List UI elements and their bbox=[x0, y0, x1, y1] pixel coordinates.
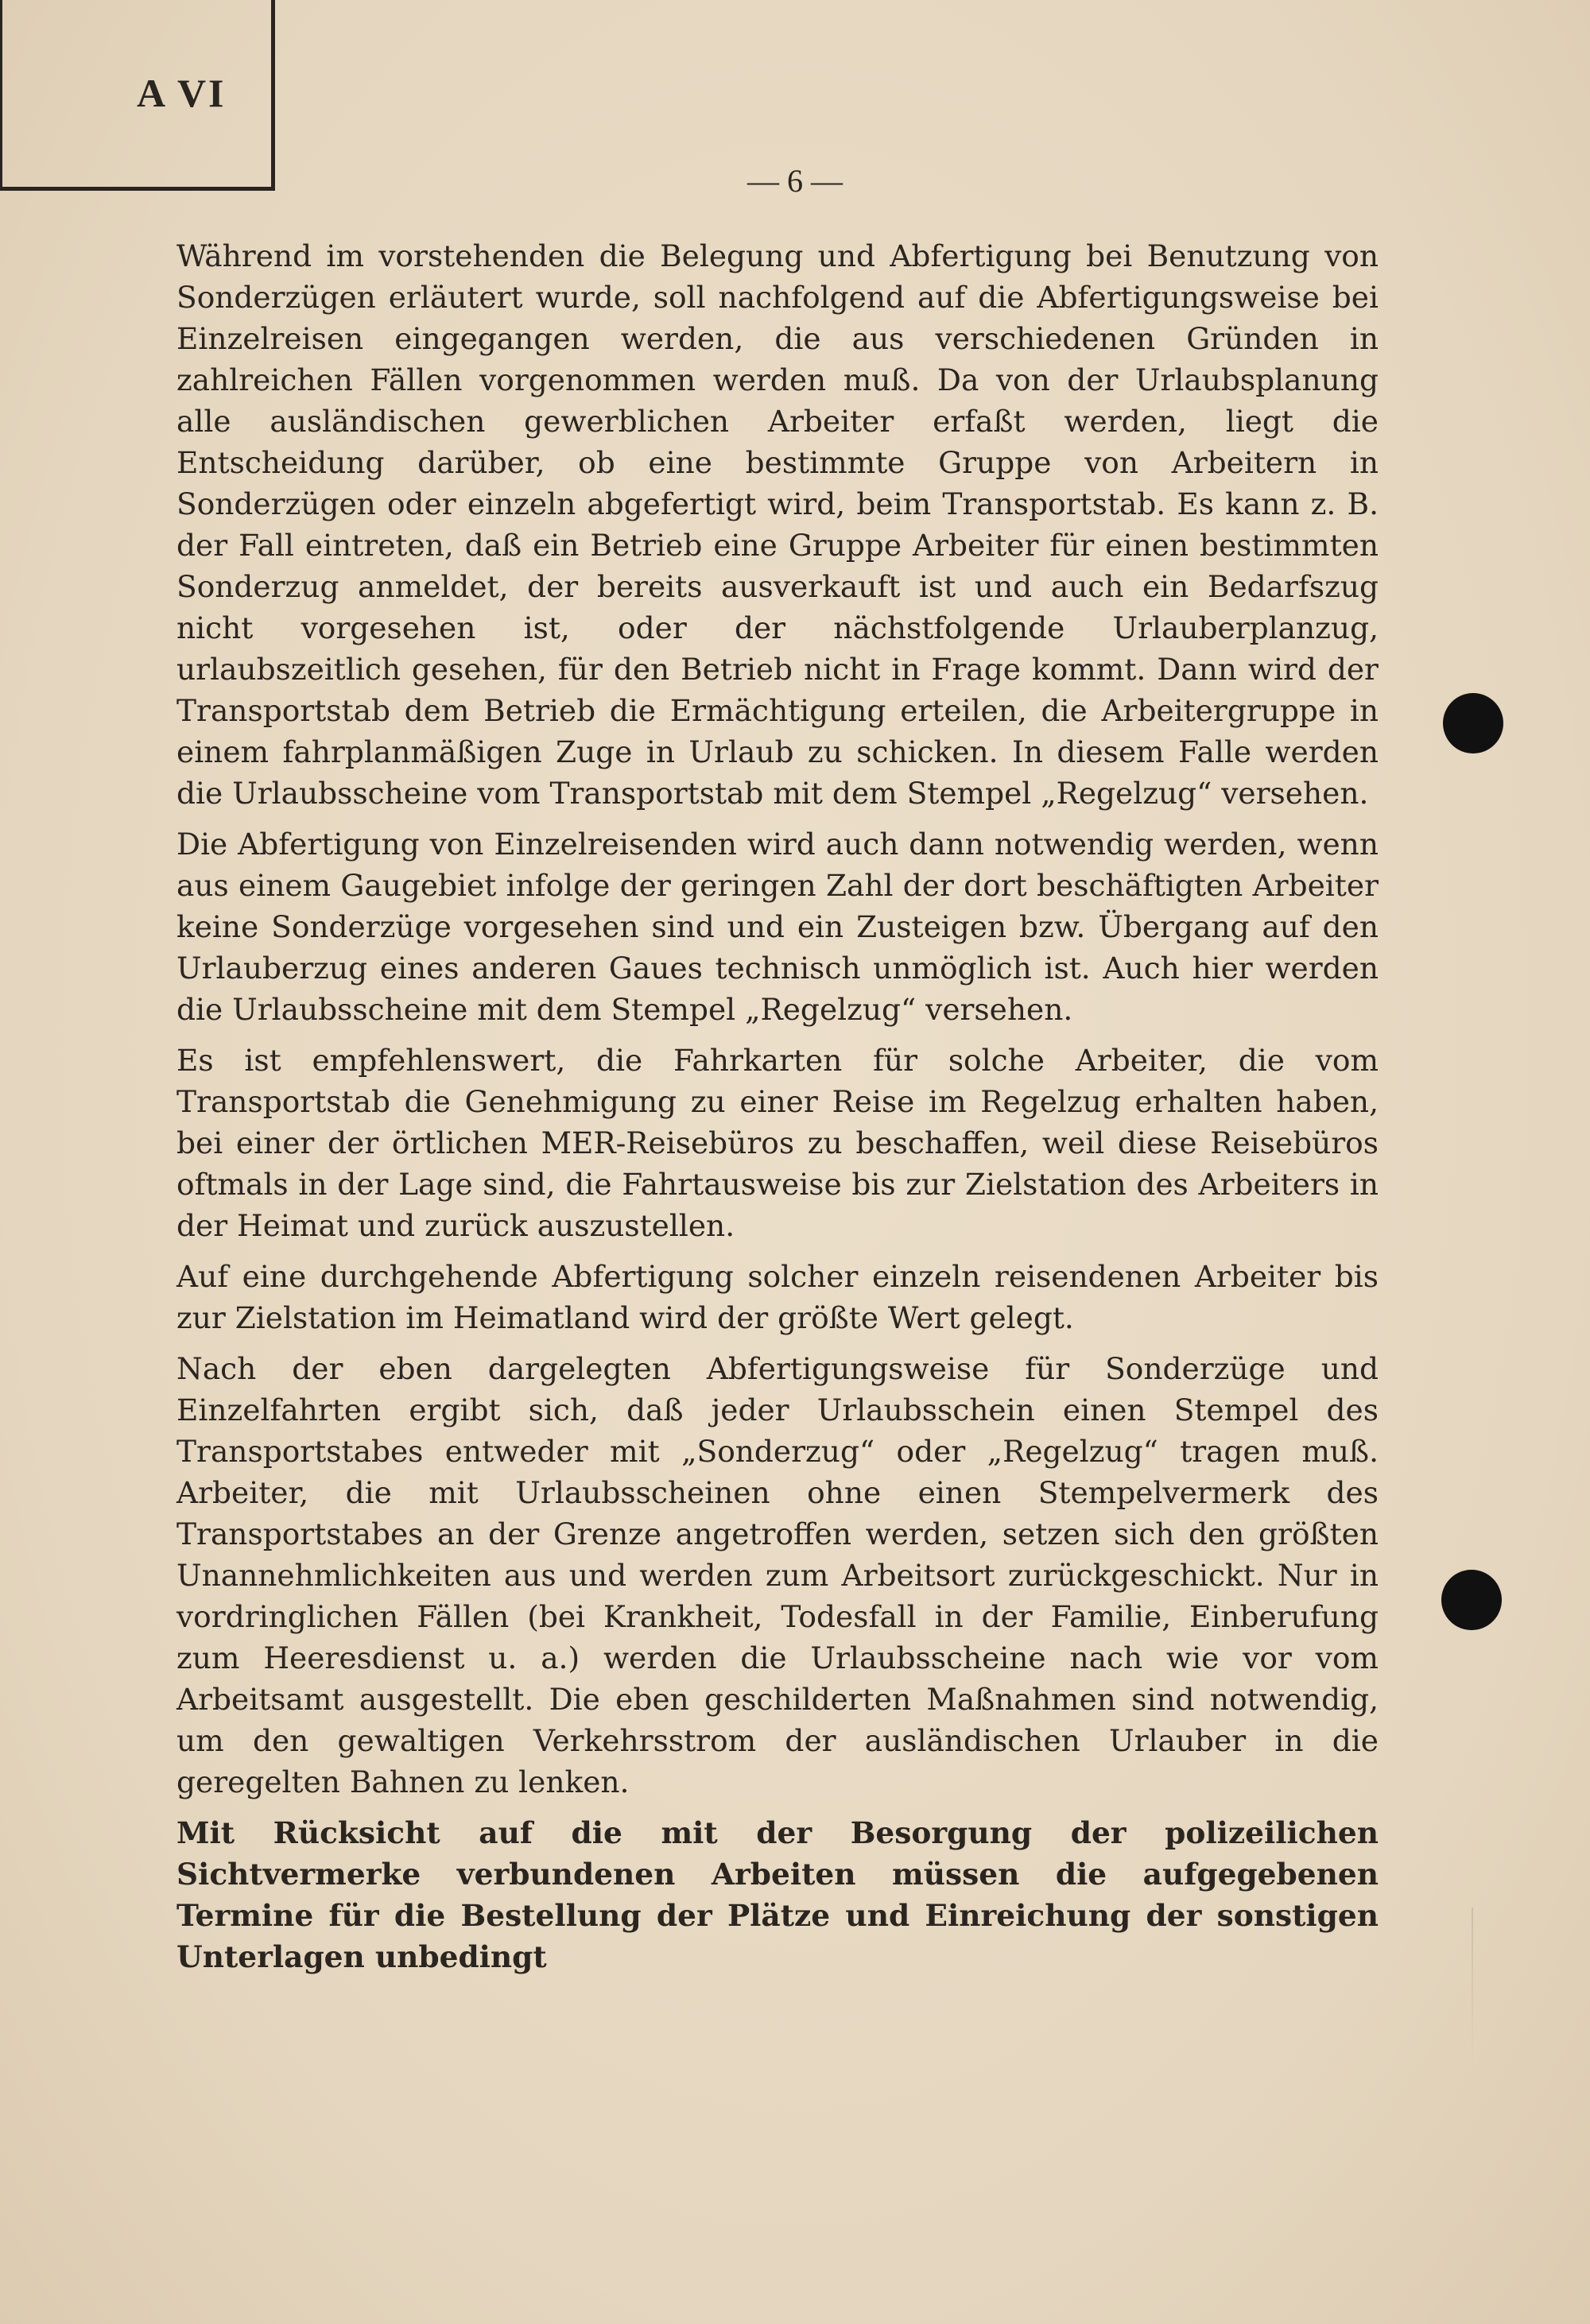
punch-hole-lower bbox=[1441, 1570, 1502, 1630]
body-text bbox=[176, 235, 1379, 1987]
punch-hole-upper bbox=[1443, 693, 1503, 753]
paper-mark bbox=[1472, 1908, 1473, 2066]
paragraph-through-dispatch: Auf eine durchgehende Abfertigung solcher einzeln reisendenen Arbeiter bis zur Zielstation im Heimatland wird der größte Wert gelegt. bbox=[176, 1259, 1379, 1335]
paragraph-individual-dispatch: Die Abfertigung von Einzelreisenden wird auch dann notwendig werden, wenn aus einem Gaugebiet infolge der geringen Zahl der dort beschäftigten Arbeiter keine Sonderzüge vorgesehen sind und ein Zusteigen bzw. Übergang auf den Urlauberzug eines anderen Gaues technisch unmöglich ist. Auch hier werden die Urlaubsscheine mit dem Stempel „Regelzug“ versehen. bbox=[176, 827, 1379, 1027]
paragraph-single-travel: Während im vorstehenden die Belegung und Abfertigung bei Benutzung von Sonderzügen erläutert wurde, soll nachfolgend auf die Abfertigungsweise bei Einzelreisen eingegangen werden, die aus verschiedenen Gründen in zahlreichen Fällen vorgenommen werden muß. Da von der Urlaubsplanung alle ausländischen gewerblichen Arbeiter erfaßt werden, liegt die Entscheidung darüber, ob eine bestimmte Gruppe von Arbeitern in Sonderzügen oder einzeln abgefertigt wird, beim Transportstab. Es kann z. B. der Fall eintreten, daß ein Betrieb eine Gruppe Arbeiter für einen bestimmten Sonderzug anmeldet, der bereits ausverkauft ist und auch ein Bedarfszug nicht vorgesehen ist, oder der nächstfolgende Urlauberplanzug, urlaubszeitlich gesehen, für den Betrieb nicht in Frage kommt. Dann wird der Transportstab dem Betrieb die Ermächtigung erteilen, die Arbeitergruppe in einem fahrplanmäßigen Zuge in Urlaub zu schicken. In diesem Falle werden die Urlaubsscheine vom Transportstab mit dem Stempel „Regelzug“ versehen. bbox=[176, 238, 1379, 811]
paragraph-ticket-recommendation: Es ist empfehlenswert, die Fahrkarten für solche Arbeiter, die vom Transportstab die Genehmigung zu einer Reise im Regelzug erhalten haben, bei einer der örtlichen MER-Reisebüros zu beschaffen, weil diese Reisebüros oftmals in der Lage sind, die Fahrtausweise bis zur Zielstation des Arbeiters in der Heimat und zurück auszustellen. bbox=[176, 1043, 1379, 1243]
paragraph-deadlines-bold: Mit Rücksicht auf die mit der Besorgung der polizeilichen Sichtvermerke verbundenen Arbeiten müssen die aufgegebenen Termine für die Bestellung der Plätze und Einreichung der sonstigen Unterlagen unbedingt bbox=[176, 1815, 1379, 1974]
section-label: A VI bbox=[137, 71, 227, 115]
paragraph-stamp-requirement: Nach der eben dargelegten Abfertigungsweise für Sonderzüge und Einzelfahrten ergibt sich, daß jeder Urlaubsschein einen Stempel des Transportstabes entweder mit „Sonderzug“ oder „Regelzug“ tragen muß. Arbeiter, die mit Urlaubsscheinen ohne einen Stempelvermerk des Transportstabes an der Grenze angetroffen werden, setzen sich den größten Unannehmlichkeiten aus und werden zum Arbeitsort zurückgeschickt. Nur in vordringlichen Fällen (bei Krankheit, Todesfall in der Familie, Einberufung zum Heeresdienst u. a.) werden die Urlaubsscheine nach wie vor vom Arbeitsamt ausgestellt. Die eben geschilderten Maßnahmen sind notwendig, um den gewaltigen Verkehrsstrom der ausländischen Urlauber in die geregelten Bahnen zu lenken. bbox=[176, 1351, 1379, 1799]
page-number: — 6 — bbox=[747, 163, 843, 199]
